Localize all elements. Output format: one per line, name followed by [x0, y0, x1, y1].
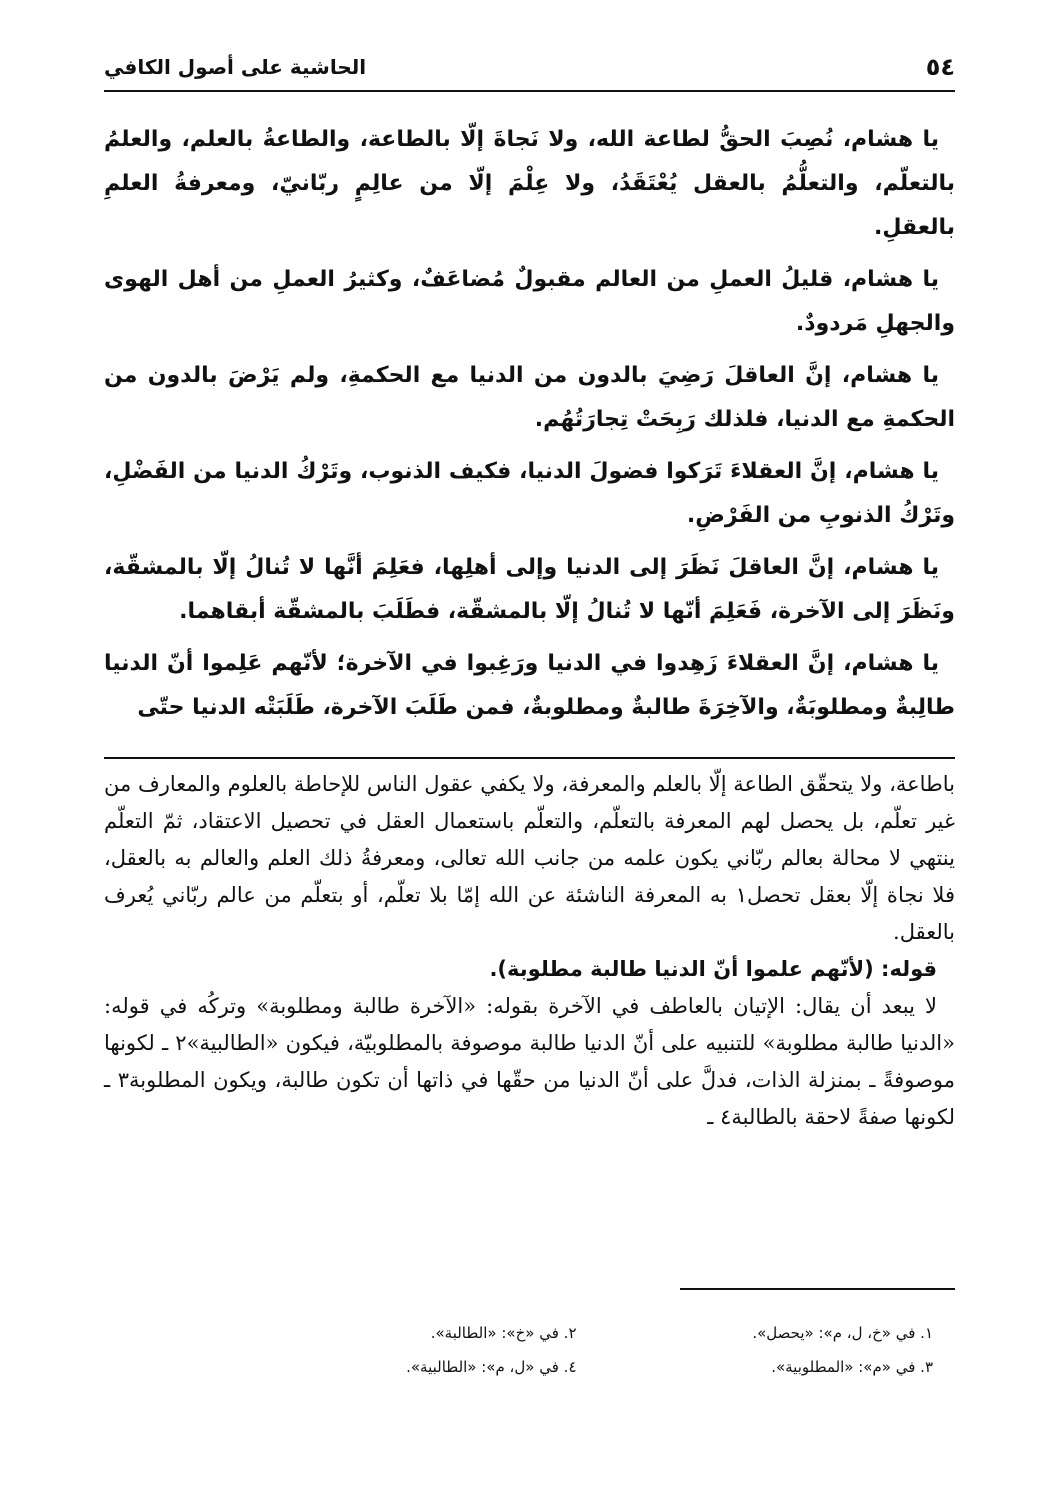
footnote: ٣. في «م»: «المطلوبية». [771, 1358, 933, 1376]
footnote: ٢. في «خ»: «الطالبة». [430, 1324, 577, 1342]
footnote-divider [680, 1288, 955, 1290]
hadith-paragraph: يا هشام، إنَّ العاقلَ رَضِيَ بالدون من الدنيا مع الحكمةِ، ولم يَرْضَ بالدون من الحكمةِ مع الدنيا، فلذلك رَبِحَتْ تِجارَتُهُم. [104, 363, 955, 432]
hadith-paragraph: يا هشام، إنَّ العقلاءَ زَهِدوا في الدنيا ورَغِبوا في الآخرة؛ لأنّهم عَلِموا أنّ الدنيا طالِبةٌ ومطلوبَةٌ، والآخِرَةَ طالبةٌ ومطلوبةٌ، فمن طَلَبَ الآخرة، طَلَبَتْه الدنيا حتّى [104, 651, 955, 720]
commentary-paragraph: باطاعة، ولا يتحقّق الطاعة إلّا بالعلم والمعرفة، ولا يكفي عقول الناس للإحاطة بالعلوم والمعارف من غير تعلّم، بل يحصل لهم المعرفة بالتعلّم، والتعلّم باستعمال العقل في تحصيل الاعتقاد، ثمّ التعلّم ينتهي لا محالة بعالم ربّاني يكون علمه من جانب الله تعالى، ومعرفةُ ذلك العلم والعالم به بالعقل، فلا نجاة إلّا بعقل تحصل١ به المعرفة الناشئة عن الله إمّا بلا تعلّم، أو بتعلّم من عالم ربّاني يُعرف بالعقل. [104, 772, 956, 944]
running-header [104, 44, 955, 92]
footnote: ٤. في «ل، م»: «الطالبية». [406, 1358, 577, 1376]
hadith-paragraph: يا هشام، إنَّ العاقلَ نَظَرَ إلى الدنيا وإلى أهلِها، فعَلِمَ أنَّها لا تُنالُ إلّا بالمشقّة، ونَظَرَ إلى الآخرة، فَعَلِمَ أنّها لا تُنالُ إلّا بالمشقّة، فطَلَبَ بالمشقّة أبقاهما. [104, 555, 955, 624]
footnotes [260, 1316, 933, 1384]
commentary-quote: قوله: (لأنّهم علموا أنّ الدنيا طالبة مطلوبة). [489, 957, 937, 981]
book-title: الحاشية على أصول الكافي [104, 55, 367, 79]
hadith-paragraph: يا هشام، قليلُ العملِ من العالم مقبولٌ مُضاعَفٌ، وكثيرُ العملِ من أهل الهوى والجهلِ مَردودٌ. [104, 267, 955, 336]
hadith-paragraph: يا هشام، إنَّ العقلاءَ تَرَكوا فضولَ الدنيا، فكيف الذنوب، وتَرْكُ الدنيا من الفَضْلِ، وتَرْكُ الذنوبِ من الفَرْضِ. [104, 459, 955, 528]
hadith-text [104, 118, 955, 738]
commentary-text [104, 766, 955, 1136]
hadith-paragraph: يا هشام، نُصِبَ الحقُّ لطاعة الله، ولا نَجاةَ إلّا بالطاعة، والطاعةُ بالعلم، والعلمُ بالتعلّم، والتعلُّمُ بالعقل يُعْتَقَدُ، ولا عِلْمَ إلّا من عالِمٍ ربّانيّ، ومعرفةُ العلمِ بالعقلِ. [104, 127, 955, 240]
commentary-paragraph: لا يبعد أن يقال: الإتيان بالعاطف في الآخرة بقوله: «الآخرة طالبة ومطلوبة» وتركُه في قوله: «الدنيا طالبة مطلوبة» للتنبيه على أنّ الدنيا طالبة موصوفة بالمطلوبيّة، فيكون «الطالبية»٢ ـ لكونها موصوفةً ـ بمنزلة الذات، فدلَّ على أنّ الدنيا من حقّها في ذاتها أن تكون طالبة، ويكون المطلوبة٣ ـ لكونها صفةً لاحقة بالطالبة٤ ـ [104, 994, 956, 1129]
footnote: ١. في «خ، ل، م»: «يحصل». [752, 1324, 933, 1342]
commentary-divider [104, 757, 955, 759]
page-number: ٥٤ [925, 53, 955, 81]
